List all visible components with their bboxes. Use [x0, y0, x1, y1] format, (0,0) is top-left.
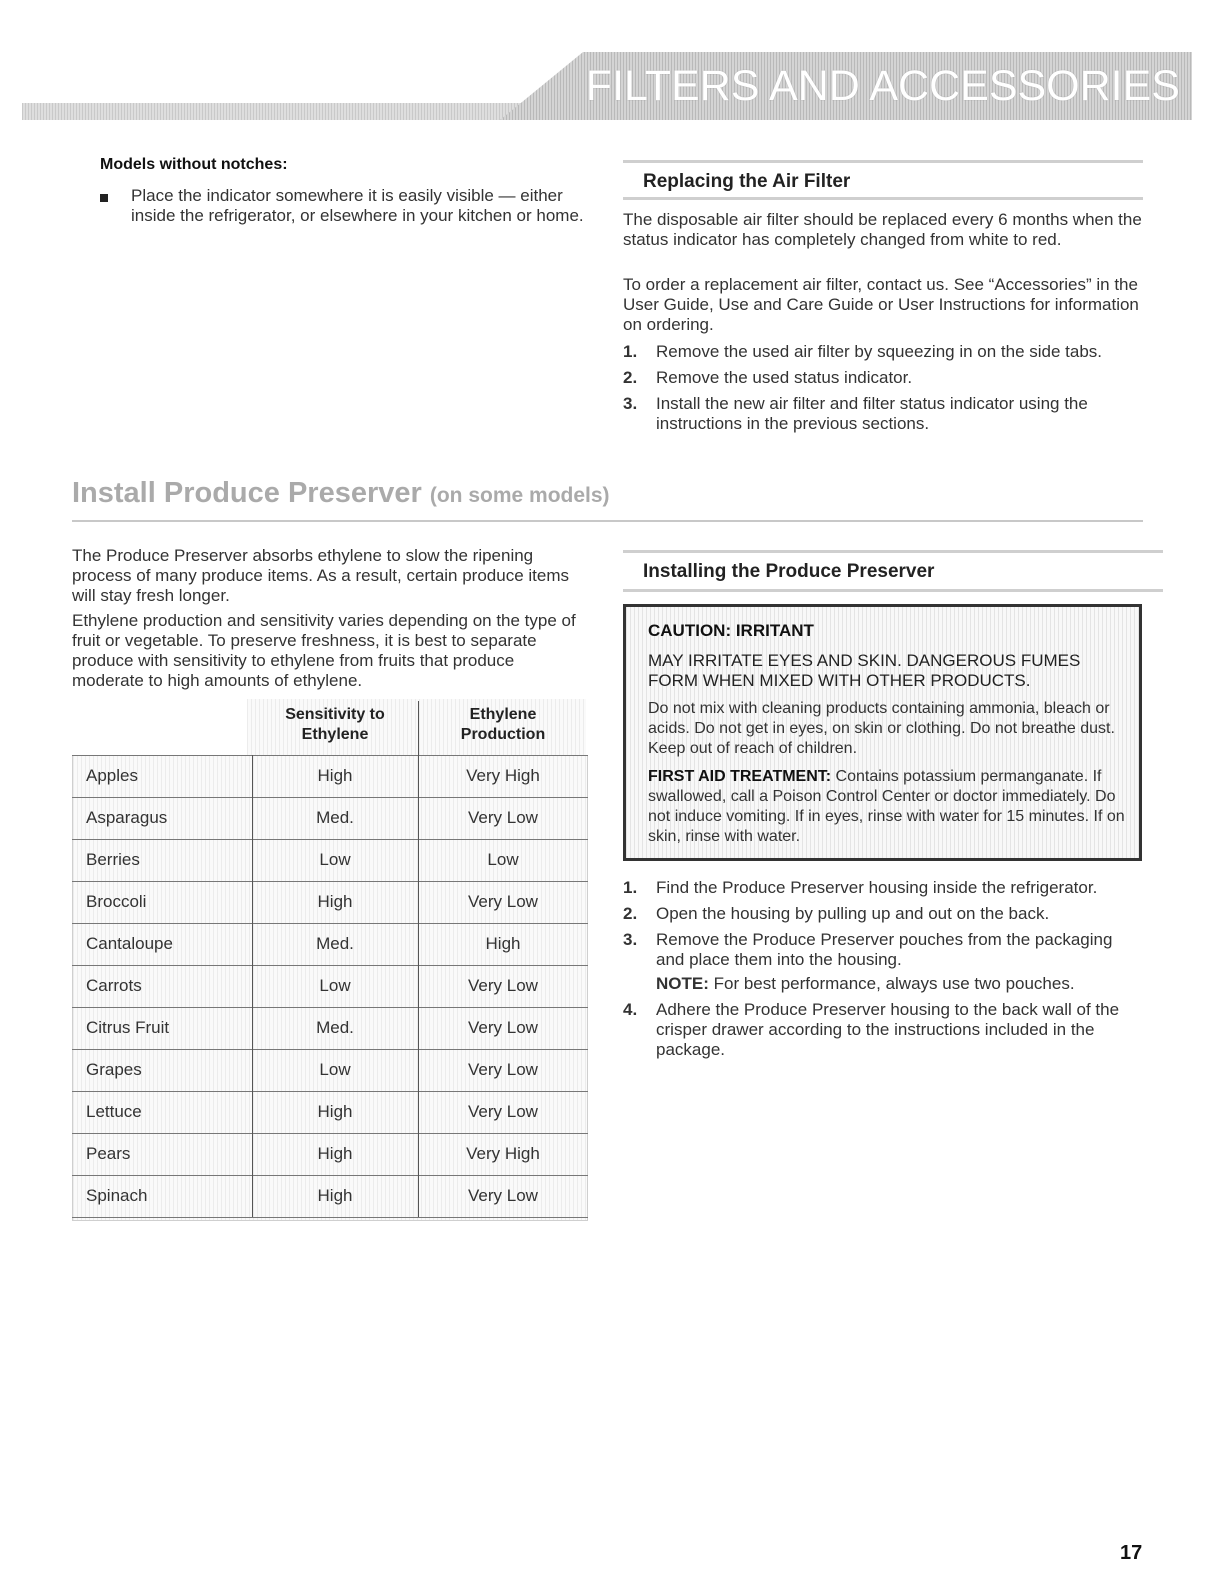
section-title-main: Install Produce Preserver [72, 477, 422, 509]
table-header [72, 699, 588, 755]
caution-box [623, 604, 1142, 861]
table-col-divider-2 [418, 701, 419, 1217]
production-value: Very Low [468, 808, 538, 827]
table-row [72, 966, 588, 1008]
step-text: Adhere the Produce Preserver housing to the back wall of the crisper drawer according to the instructions included in the package. [656, 1000, 1120, 1059]
models-without-notches-text: Place the indicator somewhere it is easily visible — either inside the refrigerator, or elsewhere in your kitchen or home. [131, 186, 584, 225]
air-filter-para-2: To order a replacement air filter, contact us. See “Accessories” in the User Guide, Use and Care Guide or User Instructions for information on ordering. [623, 275, 1139, 334]
step-text: Remove the Produce Preserver pouches from the packaging and place them into the housing. [656, 930, 1113, 969]
installing-heading-box [623, 550, 1163, 592]
produce-name: Grapes [86, 1060, 142, 1079]
sensitivity-value: Med. [316, 934, 354, 953]
step-number: 1. [623, 342, 638, 361]
sensitivity-value: High [317, 766, 353, 785]
caution-warning: MAY IRRITATE EYES AND SKIN. DANGEROUS FUMES FORM WHEN MIXED WITH OTHER PRODUCTS. [648, 651, 1081, 690]
production-value: Very Low [468, 1060, 538, 1079]
table-row [72, 755, 588, 798]
produce-name: Spinach [86, 1186, 148, 1205]
note-text: For best performance, always use two pouches. [708, 974, 1075, 993]
sensitivity-value: High [317, 892, 353, 911]
sensitivity-value: High [317, 1102, 353, 1121]
sensitivity-value: Med. [316, 808, 354, 827]
step-number: 3. [623, 930, 638, 949]
production-value: Very High [466, 766, 540, 785]
sensitivity-value: Low [319, 1060, 351, 1079]
step-text: Open the housing by pulling up and out on the back. [656, 904, 1050, 923]
production-value: Very High [466, 1144, 540, 1163]
step-text: Install the new air filter and filter status indicator using the instructions in the previous sections. [656, 394, 1088, 433]
installing-heading: Installing the Produce Preserver [643, 561, 935, 582]
list-item [623, 342, 1143, 362]
air-filter-para-1: The disposable air filter should be replaced every 6 months when the status indicator has completely changed from white to red. [623, 210, 1142, 249]
section-title [72, 477, 610, 510]
step-number: 3. [623, 394, 638, 413]
air-filter-heading: Replacing the Air Filter [643, 171, 851, 192]
list-item [623, 368, 1143, 388]
produce-name: Broccoli [86, 892, 147, 911]
table-row [72, 1050, 588, 1092]
production-value: Low [487, 850, 519, 869]
step-text: Remove the used status indicator. [656, 368, 913, 387]
table-row [72, 882, 588, 924]
produce-name: Carrots [86, 976, 142, 995]
production-value: Very Low [468, 976, 538, 995]
produce-name: Apples [86, 766, 138, 785]
production-value: Very Low [468, 892, 538, 911]
table-row [72, 1134, 588, 1176]
step-number: 4. [623, 1000, 638, 1019]
produce-name: Pears [86, 1144, 131, 1163]
list-item [623, 878, 1143, 898]
step-number: 2. [623, 368, 638, 387]
produce-name: Citrus Fruit [86, 1018, 170, 1037]
sensitivity-value: Low [319, 850, 351, 869]
produce-name: Berries [86, 850, 140, 869]
ethylene-table [72, 699, 588, 1218]
list-item [623, 394, 1143, 434]
table-body [72, 755, 588, 1218]
caution-para: Do not mix with cleaning products containing ammonia, bleach or acids. Do not get in eyes, on skin or clothing. Do not breathe dust. Keep out of reach of children. [648, 700, 1115, 757]
table-row [72, 924, 588, 966]
air-filter-heading-box [623, 160, 1143, 200]
sensitivity-value: Low [319, 976, 351, 995]
intro-para-2: Ethylene production and sensitivity varies depending on the type of fruit or vegetable. To preserve freshness, it is best to separate produce with sensitivity to ethylene from fruits that produce moderate to high amounts of ethylene. [72, 611, 576, 690]
sensitivity-value: Med. [316, 1018, 354, 1037]
list-item [623, 930, 1143, 970]
step-text: Find the Produce Preserver housing inside the refrigerator. [656, 878, 1098, 897]
step-number: 1. [623, 878, 638, 897]
list-item [623, 904, 1143, 924]
first-aid-text: Contains potassium permanganate. If swallowed, call a Poison Control Center or doctor immediately. Do not induce vomiting. If in eyes, rinse with water for 15 minutes. If on skin, rinse with water. [648, 768, 1125, 845]
production-value: Very Low [468, 1018, 538, 1037]
table-row [72, 1176, 588, 1218]
sensitivity-value: High [317, 1144, 353, 1163]
header-sensitivity: Sensitivity to Ethylene [285, 706, 385, 743]
production-value: High [485, 934, 521, 953]
first-aid-label: FIRST AID TREATMENT: [648, 768, 832, 785]
header-production: Ethylene Production [460, 706, 546, 743]
bullet-square-icon [100, 194, 108, 202]
table-col-divider-1 [252, 755, 253, 1217]
note-label: NOTE: [656, 974, 709, 993]
production-value: Very Low [468, 1102, 538, 1121]
produce-name: Lettuce [86, 1102, 142, 1121]
table-row [72, 1092, 588, 1134]
models-without-notches-heading: Models without notches: [100, 156, 288, 173]
step-number: 2. [623, 904, 638, 923]
page-header-title: FILTERS AND ACCESSORIES [585, 62, 1180, 110]
sensitivity-value: High [317, 1186, 353, 1205]
produce-name: Asparagus [86, 808, 168, 827]
installing-steps [623, 878, 1143, 1066]
table-row [72, 798, 588, 840]
table-row [72, 1008, 588, 1050]
caution-title: CAUTION: IRRITANT [648, 621, 814, 640]
first-aid [648, 767, 1128, 847]
intro-para-1: The Produce Preserver absorbs ethylene to slow the ripening process of many produce items. As a result, certain produce items will stay fresh longer. [72, 546, 570, 605]
production-value: Very Low [468, 1186, 538, 1205]
list-item [623, 1000, 1143, 1060]
note [623, 974, 1143, 994]
table-row [72, 840, 588, 882]
section-title-sub: (on some models) [429, 484, 610, 507]
produce-name: Cantaloupe [86, 934, 173, 953]
air-filter-steps [623, 342, 1143, 440]
page-number: 17 [1120, 1542, 1143, 1564]
step-text: Remove the used air filter by squeezing in on the side tabs. [656, 342, 1103, 361]
section-divider [72, 520, 1143, 522]
